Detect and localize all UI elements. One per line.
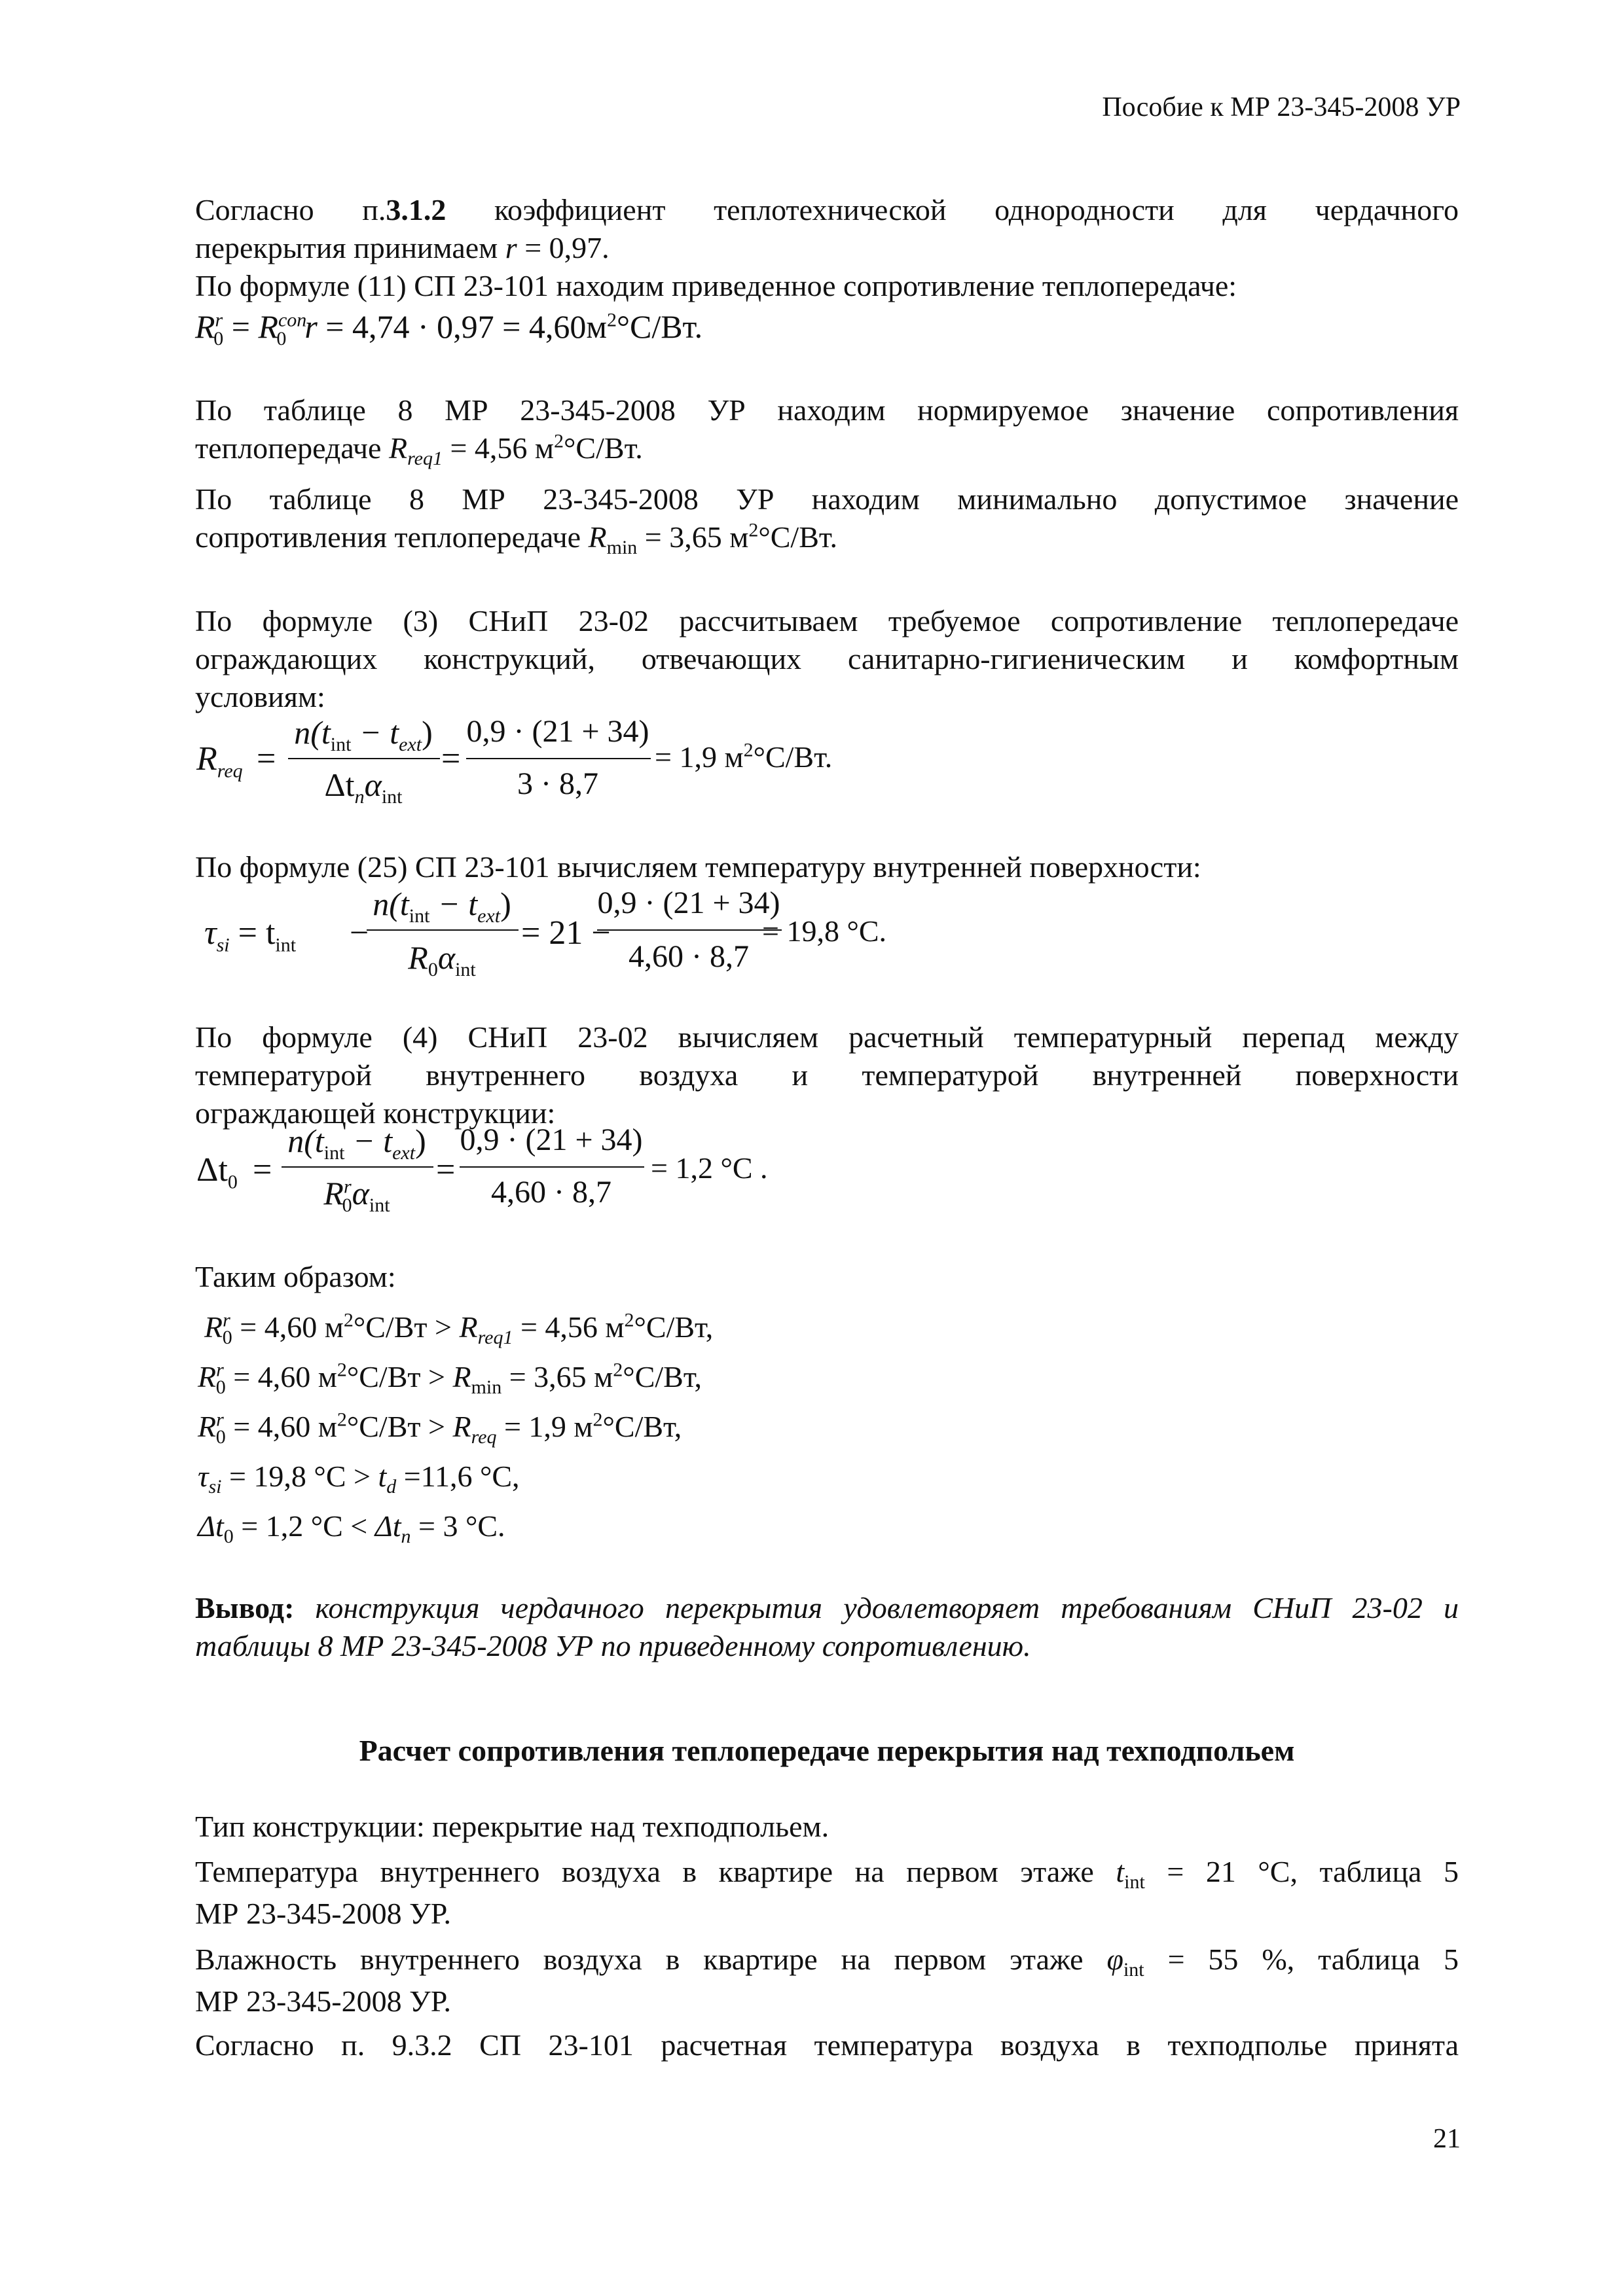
summary-intro: Таким образом: [195,1260,396,1293]
page-number: 21 [1433,2124,1461,2154]
paragraph-construction-type: Тип конструкции: перекрытие над техподпольем. [195,1810,830,1843]
paragraph-basement-temperature: Согласно п. 9.3.2 СП 23-101 расчетная температура воздуха в техподполье принята [195,2028,1459,2062]
paragraph-uniformity: Согласно п.3.1.2 коэффициент теплотехнической однородности для чердачного перекрытия принимаем r = 0,97. [195,193,1459,264]
summary-row: $R^r_0 = 4,60$ $м^2^\circ С/Вт > R_{min} = 3,65$ $м^2^\circ С/Вт$, [198,1359,702,1399]
summary-row: $\tau_{si} = 19,8$ $^\circ С > t_d =11,6$ °С, [198,1460,520,1498]
fraction-bar [282,1166,433,1168]
summary-row: $R^r_0 = 4,60$ $м^2^\circ С/Вт > R_{req1} = 4,56$ $м^2^\circ С/Вт$, [204,1309,714,1349]
fraction-bar [597,929,782,931]
fraction-bar [288,758,440,759]
summary-row: $R^r_0 = 4,60$ $м^2^\circ С/Вт > R_{req} = 1,9$ $м^2^\circ С/Вт$, [198,1408,682,1448]
paragraph-formula-11: По формуле (11) СП 23-101 находим приведенное сопротивление теплопередаче: [195,269,1237,302]
paragraph-inner-humidity: Влажность внутреннего воздуха в квартире на первом этаже $\varphi_{int} = 55$ %, таблица 5 МР 23-345-2008 УР. [195,1943,1459,2018]
conclusion: Вывод: конструкция чердачного перекрытия удовлетворяет требованиям СНиП 23-02 и таблицы 8 МР 23-345-2008 УР по приведенному сопротивлению. [195,1591,1459,1662]
paragraph-formula-3: По формуле (3) СНиП 23-02 рассчитываем требуемое сопротивление теплопередаче ограждающих конструкций, отвечающих санитарно-гигиеническим и комфортным условиям: [195,604,1459,713]
paragraph-inner-temperature: Температура внутреннего воздуха в квартире на первом этаже $t_{int} = 21$ °С, таблица 5 МР 23-345-2008 УР. [195,1855,1459,1930]
document-page: Пособие к МР 23-345-2008 УР Согласно п.3.1.2 коэффициент теплотехнической однородности для чердачного перекрытия принимаем r = 0,97. По формуле (11) СП 23-101 находим приведенное сопротивление теплопередаче: $R^r_0 = R^{con}_0$ $r = 4,74 \cdot 0,97 = 4,60м^2^\circ С/Вт$. По таблице 8 МР 23-345-2008 УР находим нормируемое значение сопротивления теплопередаче $R_{req1} = 4,56$ $м^2^\circ С/Вт$. По таблице 8 МР 23-345-2008 УР находим минимально допустимое значение сопротивления теплопередаче $R_{min} = 3,65$ $м^2^\circ С/Вт$. По формуле (3) СНиП 23-02 рассчитываем требуемое сопротивление теплопередаче ограждающих конструкций, отвечающих санитарно-гигиеническим и комфортным условиям: $R_{req}$ = $n(t_{int} - t_{ext})$ $\Delta t_n\alpha_{int}$ = 0,9 · (21 + 34) 3 · 8,7 = 1,9 $м^2^\circ С/Вт$. По формуле (25) СП 23-101 вычисляем температуру внутренней поверхности: $\tau_{si} = t_{int}$ − $n(t_{int} - t_{ext})$ $R_0\alpha_{int}$ = 21 − 0,9 · (21 + 34) 4,60 · 8,7 = 19,8 °С. По формуле (4) СНиП 23-02 вычисляем расчетный температурный перепад между температурой внутреннего воздуха и температурой внутренней поверхности ограждающей конструкции: $\Delta t_0$ = $n(t_{int} - t_{ext})$ $R^r_0\alpha_{int}$ = 0,9 · (21 + 34) 4,60 · 8,7 = 1,2 °С . Таким образом: $R^r_0 = 4,60$ $м^2^\circ С/Вт > R_{req1} = 4,56$ $м^2^\circ С/Вт$, $R^r_0 = 4,60$ $м^2^\circ С/Вт > R_{min} = 3,65$ $м^2^\circ С/Вт$, $R^r_0 = 4,60$ $м^2^\circ С/Вт > R_{req} = 1,9$ $м^2^\circ С/Вт$, $\tau_{si} = 19,8$ $^\circ С > t_d =11,6$ °С, $\Delta t_0 = 1,2$ $^\circ С < \Delta t_n = 3$ °С. Вывод: конструкция чердачного перекрытия удовлетворяет требованиям СНиП 23-02 и таблицы 8 МР 23-345-2008 УР по приведенному сопротивлению. Расчет сопротивления теплопередаче перекрытия над техподпольем Тип конструкции: перекрытие над техподпольем. Температура внутреннего воздуха в квартире на первом этаже $t_{int} = 21$ °С, таблица 5 МР 23-345-2008 УР. Влажность внутреннего воздуха в квартире на первом этаже $\varphi_{int} = 55$ %, таблица 5 МР 23-345-2008 УР. Согласно п. 9.3.2 СП 23-101 расчетная температура воздуха в техподполье принята 21 [0,0,1623,2296]
paragraph-minimum-resistance: По таблице 8 МР 23-345-2008 УР находим минимально допустимое значение сопротивления теплопередаче $R_{min} = 3,65$ $м^2^\circ С/Вт$. [195,482,1459,559]
paragraph-required-resistance: По таблице 8 МР 23-345-2008 УР находим нормируемое значение сопротивления теплопередаче $R_{req1} = 4,56$ $м^2^\circ С/Вт$. [195,393,1459,470]
paragraph-formula-4: По формуле (4) СНиП 23-02 вычисляем расчетный температурный перепад между температурой внутреннего воздуха и температурой внутренней поверхности ограждающей конструкции: [195,1020,1459,1130]
fraction-bar [367,929,519,931]
running-header: Пособие к МР 23-345-2008 УР [1102,92,1461,122]
summary-row: $\Delta t_0 = 1,2$ $^\circ С < \Delta t_n = 3$ °С. [198,1509,505,1548]
summary-list [198,1302,1468,1551]
fraction-bar [466,758,651,759]
section-heading: Расчет сопротивления теплопередаче перекрытия над техподпольем [359,1734,1295,1767]
fraction-bar [460,1166,644,1168]
equation-reduced-resistance: $R^r_0 = R^{con}_0$ $r = 4,74 \cdot 0,97 = 4,60м^2^\circ С/Вт$. [195,308,703,350]
paragraph-formula-25: По формуле (25) СП 23-101 вычисляем температуру внутренней поверхности: [195,850,1201,884]
